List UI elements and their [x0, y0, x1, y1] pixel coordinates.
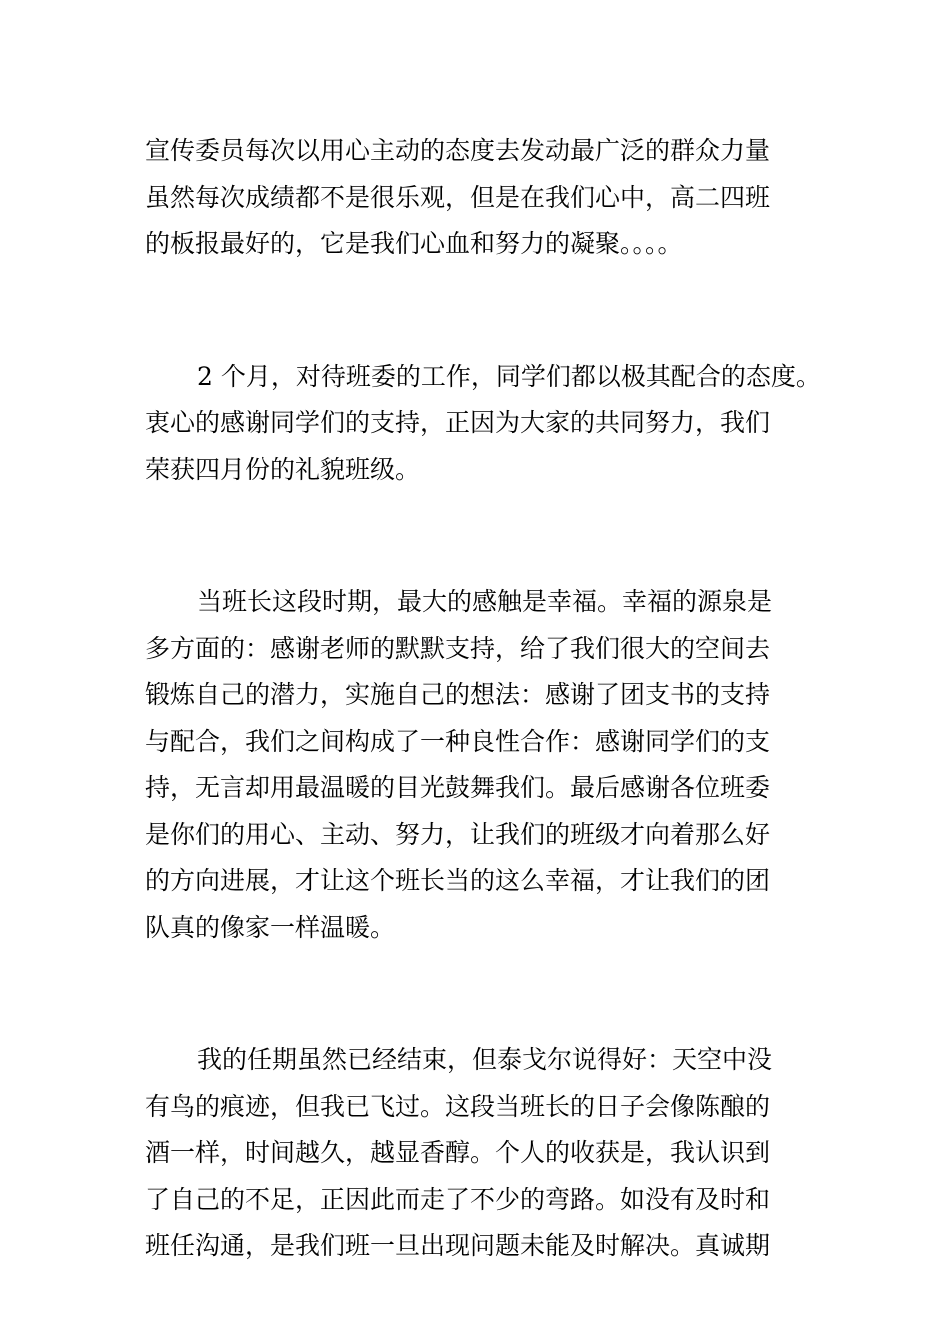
- text-line: 队真的像家一样温暖。: [145, 912, 396, 942]
- paragraph-happiness: [145, 579, 815, 951]
- text-line: 班任沟通，是我们班一旦出现问题未能及时解决。真诚期: [145, 1231, 771, 1260]
- text-line: 当班长这段时期，最大的感触是幸福。幸福的源泉是: [197, 587, 773, 616]
- text-line: 酒一样，时间越久，越显香醇。个人的收获是，我认识到: [145, 1138, 771, 1167]
- document-body: [145, 128, 821, 1270]
- text-line: 是你们的用心、主动、努力，让我们的班级才向着那么好: [145, 819, 771, 849]
- text-line: 锻炼自己的潜力，实施自己的想法：感谢了团支书的支持: [145, 680, 771, 709]
- text-line: 与配合，我们之间构成了一种良性合作：感谢同学们的支: [145, 726, 771, 756]
- text-line: 了自己的不足，正因此而走了不少的弯路。如没有及时和: [145, 1184, 771, 1214]
- paragraph-term-reflection: [145, 1037, 815, 1270]
- text-line: 虽然每次成绩都不是很乐观，但是在我们心中，高二四班: [145, 182, 771, 212]
- text-line: 荣获四月份的礼貌班级。: [145, 454, 421, 484]
- paragraph-publicity: [145, 128, 815, 268]
- text-line: 2 个月，对待班委的工作，同学们都以极其配合的态度。: [197, 361, 821, 391]
- text-line: 宣传委员每次以用心主动的态度去发动最广泛的群众力量: [145, 136, 771, 165]
- text-line: 我的任期虽然已经结束，但泰戈尔说得好：天空中没: [197, 1045, 773, 1074]
- text-line: 持，无言却用最温暖的目光鼓舞我们。最后感谢各位班委: [145, 773, 771, 802]
- text-line: 的板报最好的，它是我们心血和努力的凝聚。。。。: [145, 229, 683, 258]
- paragraph-cooperation: [145, 354, 821, 494]
- text-line: 有鸟的痕迹，但我已飞过。这段当班长的日子会像陈酿的: [145, 1091, 771, 1121]
- text-line: 的方向进展，才让这个班长当的这么幸福，才让我们的团: [145, 866, 771, 895]
- text-line: 衷心的感谢同学们的支持，正因为大家的共同努力，我们: [145, 408, 771, 437]
- text-line: 多方面的：感谢老师的默默支持，给了我们很大的空间去: [145, 633, 771, 663]
